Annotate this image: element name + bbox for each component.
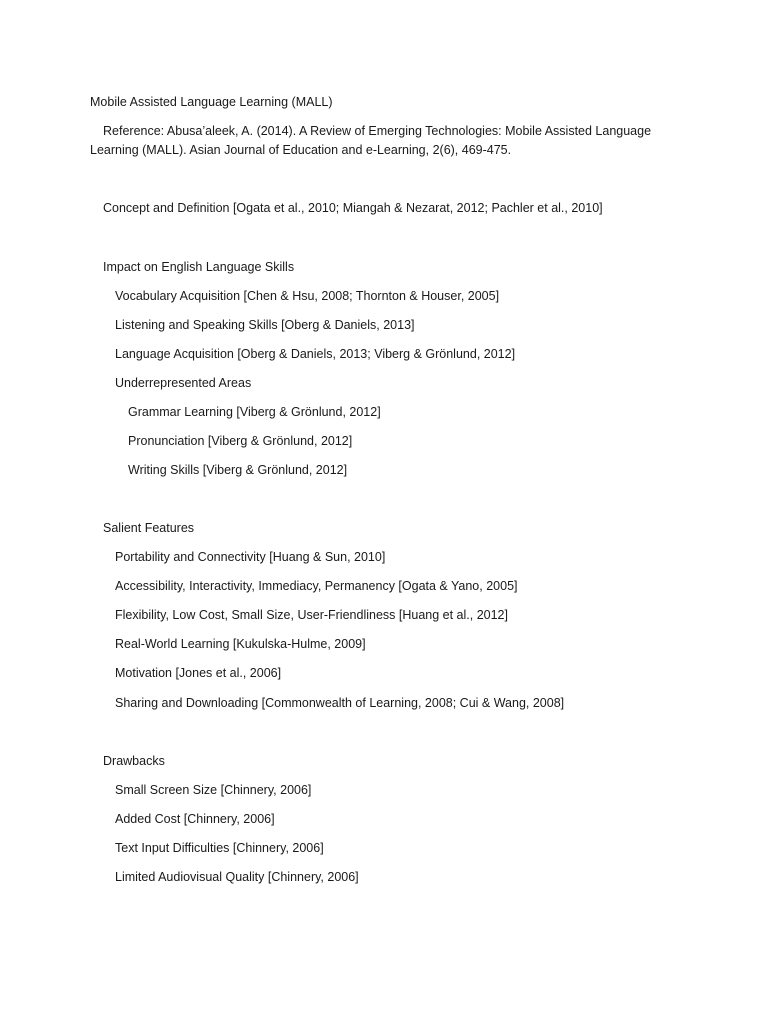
impact-item: Listening and Speaking Skills [Oberg & Daniels, 2013] (115, 318, 415, 332)
impact-item: Underrepresented Areas (115, 376, 252, 390)
reference-paragraph: Reference: Abusa’aleek, A. (2014). A Review of Emerging Technologies: Mobile Assisted Language Learning (MALL). Asian Journal of Education and e-Learning, 2(6), 469-475. (90, 124, 652, 157)
impact-item: Language Acquisition [Oberg & Daniels, 2013; Viberg & Grönlund, 2012] (115, 347, 516, 361)
drawback-item: Added Cost [Chinnery, 2006] (115, 812, 275, 826)
feature-item: Accessibility, Interactivity, Immediacy, Permanency [Ogata & Yano, 2005] (115, 579, 518, 593)
impact-item: Vocabulary Acquisition [Chen & Hsu, 2008; Thornton & Houser, 2005] (115, 289, 500, 303)
feature-item: Portability and Connectivity [Huang & Sun, 2010] (115, 550, 386, 564)
features-heading: Salient Features (103, 521, 195, 535)
feature-item: Flexibility, Low Cost, Small Size, User-Friendliness [Huang et al., 2012] (115, 608, 508, 622)
underrepresented-item: Pronunciation [Viberg & Grönlund, 2012] (128, 434, 353, 448)
feature-item: Motivation [Jones et al., 2006] (115, 666, 282, 680)
impact-heading: Impact on English Language Skills (103, 260, 295, 274)
drawback-item: Limited Audiovisual Quality [Chinnery, 2006] (115, 870, 359, 884)
drawback-item: Small Screen Size [Chinnery, 2006] (115, 783, 312, 797)
feature-item: Sharing and Downloading [Commonwealth of Learning, 2008; Cui & Wang, 2008] (115, 696, 565, 710)
drawback-item: Text Input Difficulties [Chinnery, 2006] (115, 841, 324, 855)
concept-heading: Concept and Definition [Ogata et al., 2010; Miangah & Nezarat, 2012; Pachler et al., 2010] (103, 201, 603, 215)
underrepresented-item: Grammar Learning [Viberg & Grönlund, 2012] (128, 405, 381, 419)
underrepresented-item: Writing Skills [Viberg & Grönlund, 2012] (128, 463, 348, 477)
document-title: Mobile Assisted Language Learning (MALL) (90, 95, 333, 109)
feature-item: Real-World Learning [Kukulska-Hulme, 2009] (115, 637, 366, 651)
drawbacks-heading: Drawbacks (103, 754, 165, 768)
